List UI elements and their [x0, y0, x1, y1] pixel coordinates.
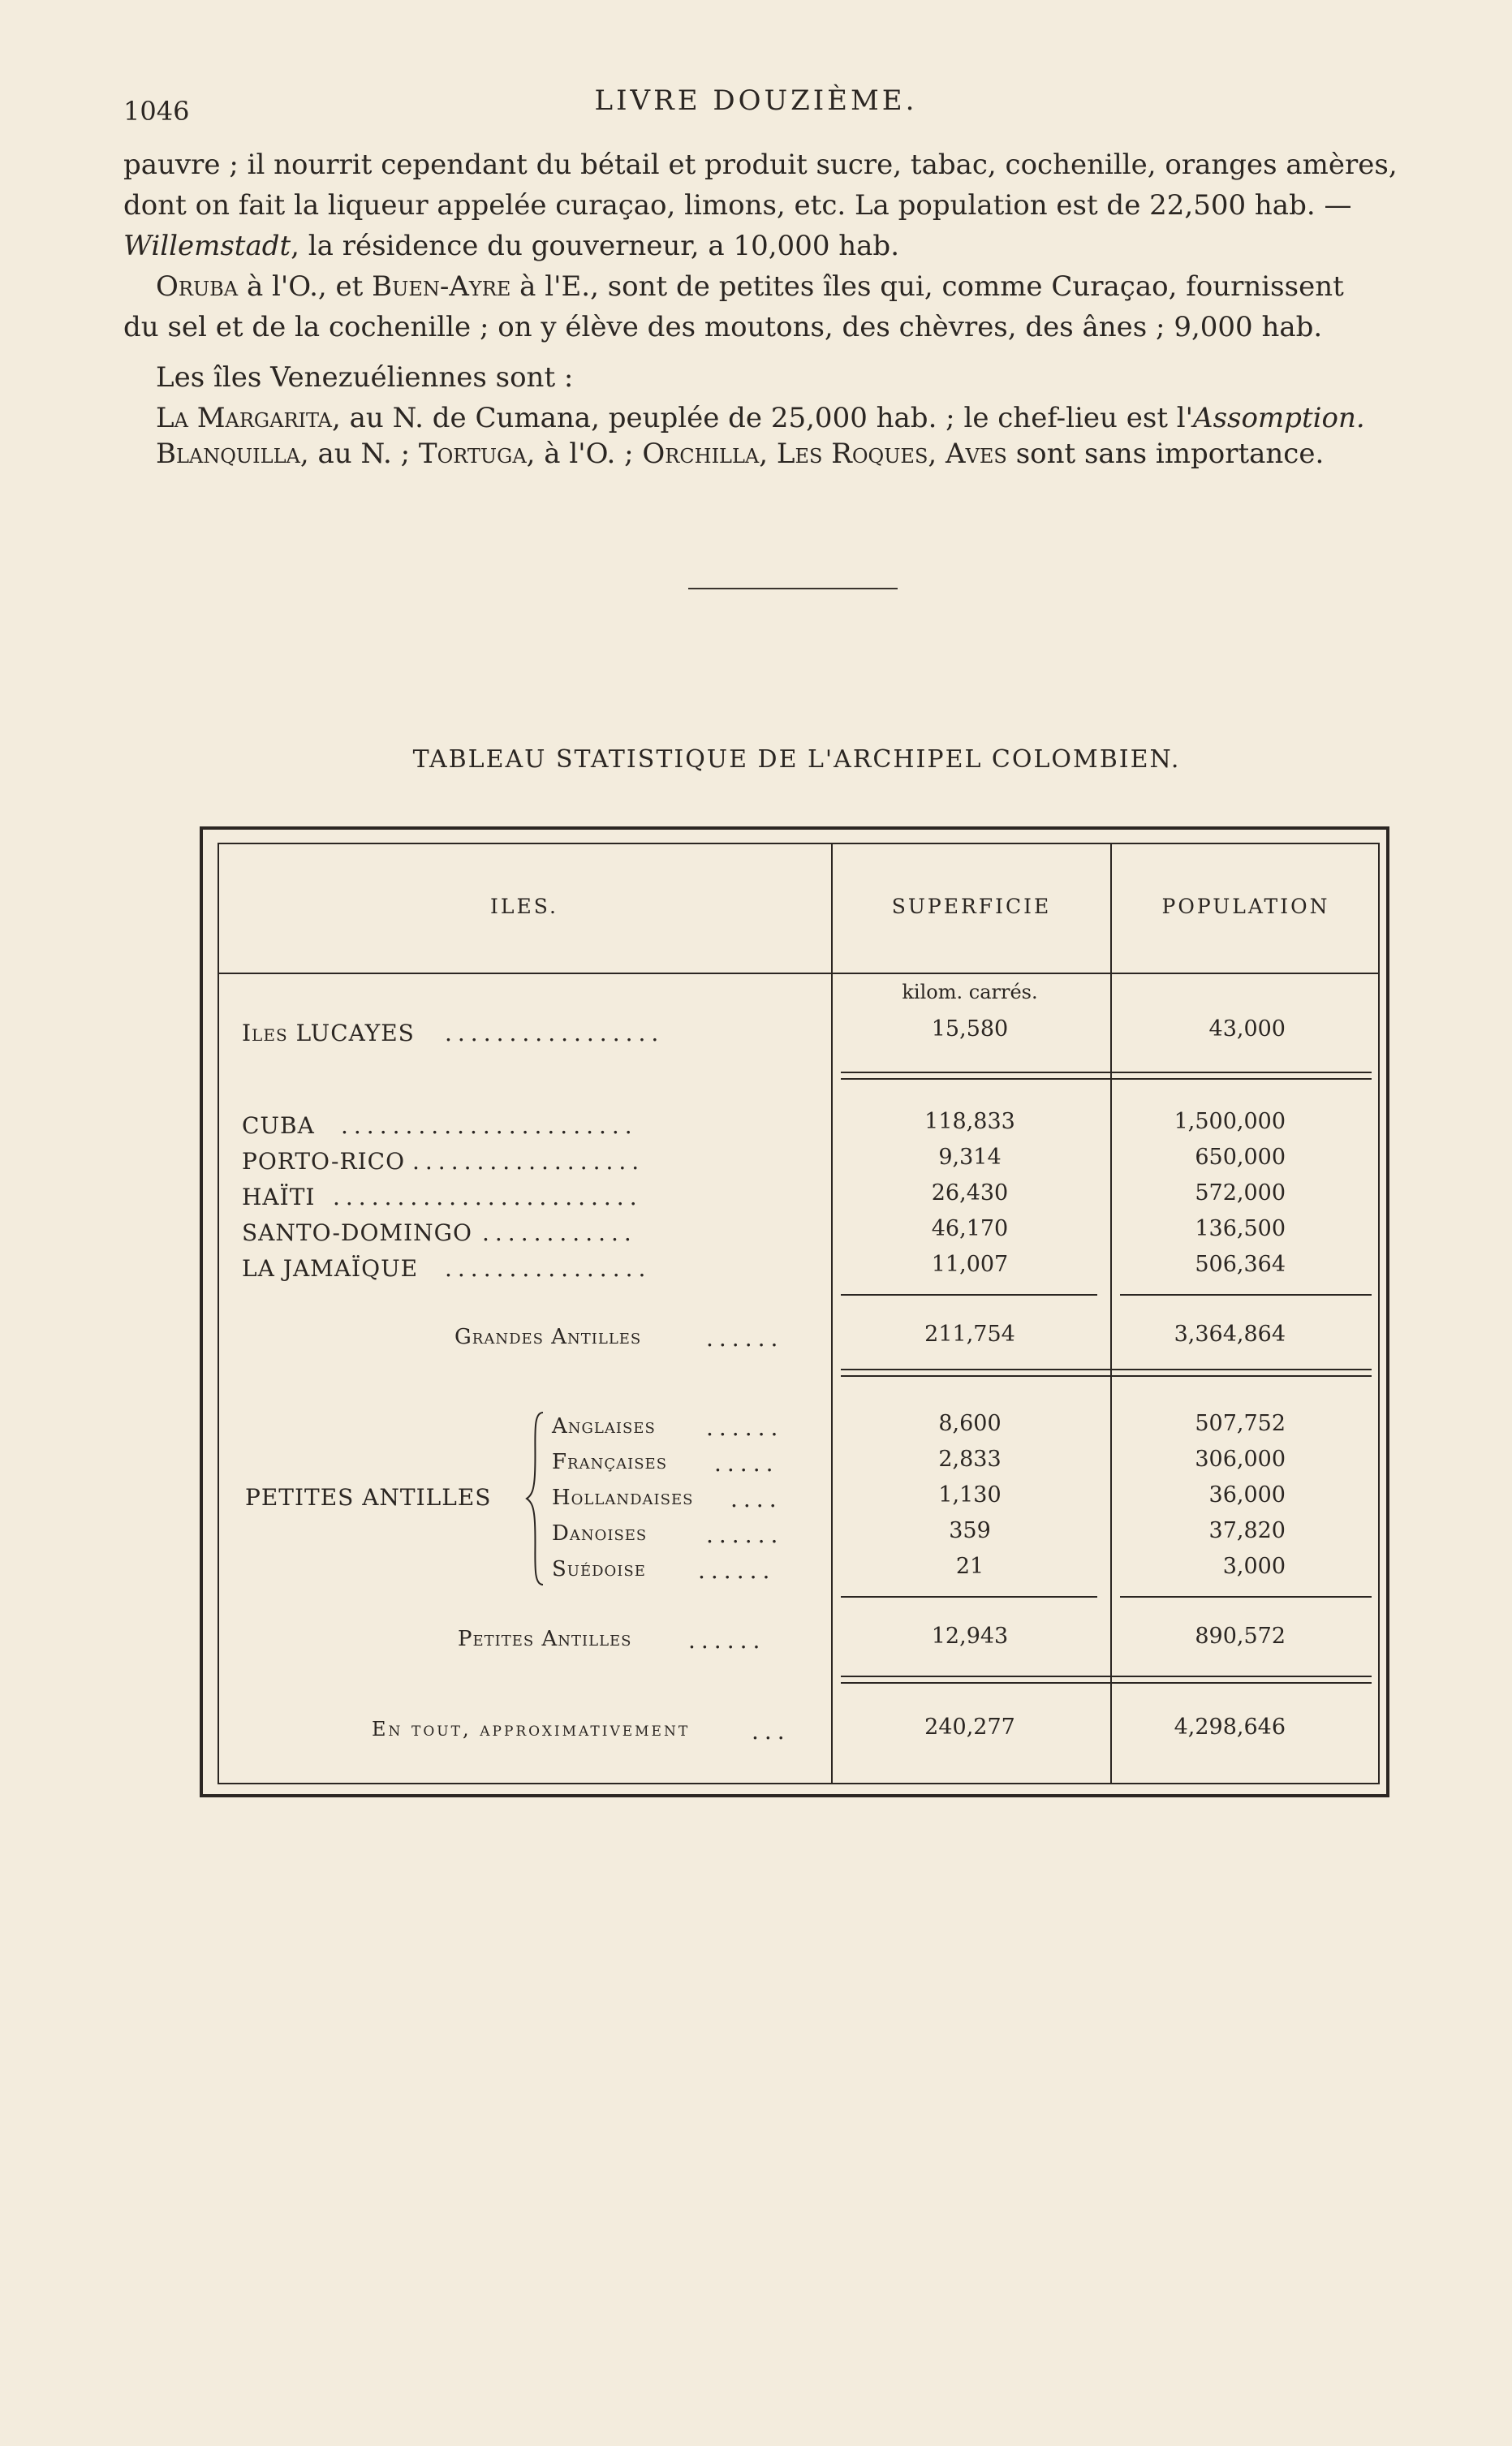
- header-superficie: SUPERFICIE: [891, 895, 1052, 918]
- row-rule: [1120, 1294, 1372, 1296]
- cuba-superficie: 118,833: [924, 1109, 1015, 1134]
- unit-label: kilom. carrés.: [902, 981, 1038, 1003]
- row-name-cuba: CUBA: [242, 1112, 315, 1139]
- suedoise-population: 3,000: [1222, 1554, 1286, 1579]
- paragraph-line: [123, 434, 1454, 474]
- row-rule: [841, 1375, 1372, 1377]
- paragraph-text: à l'E., sont de petites îles qui, comme Curaçao, fournissent: [510, 270, 1344, 303]
- lucayes-superficie: 15,580: [931, 1016, 1009, 1042]
- grand-total-label: En tout, approximativement: [372, 1718, 691, 1741]
- header-iles: ILES.: [490, 895, 558, 918]
- row-lucayes: [242, 1020, 415, 1046]
- paragraph-text: ,: [928, 438, 946, 470]
- leader-dots: ......: [706, 1521, 784, 1548]
- lucayes-name: LUCAYES: [295, 1020, 415, 1046]
- leader-dots: ..................: [412, 1148, 645, 1175]
- petites-antilles-total-label: Petites Antilles: [458, 1627, 632, 1651]
- row-name-santo-domingo: SANTO-DOMINGO: [242, 1219, 472, 1246]
- leader-dots: ......: [698, 1557, 776, 1584]
- row-name-la-jamaique: LA JAMAÏQUE: [242, 1255, 419, 1282]
- hollandaises-superficie: 1,130: [938, 1482, 1002, 1508]
- column-divider: [831, 843, 833, 1784]
- blanquilla-name: Blanquilla: [156, 438, 300, 470]
- table-title: TABLEAU STATISTIQUE DE L'ARCHIPEL COLOMBIEN.: [412, 745, 1181, 774]
- paragraph-text: ,: [759, 438, 777, 470]
- willemstadt-name: Willemstadt: [123, 230, 291, 262]
- roques-name: Les Roques: [776, 438, 928, 470]
- row-rule: [841, 1072, 1372, 1073]
- tortuga-name: Tortuga: [418, 438, 527, 470]
- santo-domingo-population: 136,500: [1195, 1216, 1286, 1241]
- row-name-porto-rico: PORTO-RICO: [242, 1148, 406, 1175]
- lucayes-population: 43,000: [1208, 1016, 1286, 1042]
- row-name-anglaises: Anglaises: [552, 1414, 656, 1439]
- grand-total-population: 4,298,646: [1174, 1715, 1286, 1740]
- petites-antilles-group-label: PETITES ANTILLES: [245, 1484, 492, 1511]
- row-name-danoises: Danoises: [552, 1521, 648, 1546]
- row-rule: [841, 1676, 1372, 1677]
- leader-dots: ......: [706, 1325, 784, 1352]
- buen-ayre-name: Buen-Ayre: [372, 270, 511, 303]
- row-name-francaises: Françaises: [552, 1450, 668, 1474]
- header-rule: [218, 973, 1380, 974]
- brace-icon: [523, 1409, 548, 1588]
- grand-total-superficie: 240,277: [924, 1715, 1015, 1740]
- paragraph-line: [123, 266, 1454, 307]
- anglaises-superficie: 8,600: [938, 1411, 1002, 1436]
- row-name-suedoise: Suédoise: [552, 1557, 646, 1581]
- running-head: LIVRE DOUZIÈME.: [594, 84, 918, 117]
- row-rule: [841, 1682, 1372, 1684]
- haiti-population: 572,000: [1195, 1180, 1286, 1206]
- grandes-antilles-total-label: Grandes Antilles: [454, 1325, 642, 1349]
- la-jamaique-population: 506,364: [1195, 1252, 1286, 1277]
- paragraph-text: à l'O., et: [238, 270, 373, 303]
- petites-antilles-superficie: 12,943: [931, 1624, 1009, 1649]
- leader-dots: ................: [445, 1255, 652, 1282]
- row-rule: [841, 1596, 1097, 1598]
- francaises-superficie: 2,833: [938, 1447, 1002, 1472]
- row-name-hollandaises: Hollandaises: [552, 1486, 694, 1510]
- la-jamaique-superficie: 11,007: [931, 1252, 1009, 1277]
- paragraph-line: [123, 226, 1454, 266]
- paragraph-line: [123, 398, 1454, 438]
- paragraph-text: , la résidence du gouverneur, a 10,000 hab.: [291, 230, 899, 262]
- leader-dots: ......: [688, 1627, 766, 1654]
- assomption-name: Assomption.: [1193, 402, 1365, 434]
- aves-name: Aves: [946, 438, 1007, 470]
- row-rule: [841, 1294, 1097, 1296]
- margarita-name: La Margarita: [156, 402, 333, 434]
- header-population: POPULATION: [1161, 895, 1330, 918]
- santo-domingo-superficie: 46,170: [931, 1216, 1009, 1241]
- leader-dots: .................: [445, 1020, 665, 1046]
- danoises-population: 37,820: [1208, 1518, 1286, 1543]
- paragraph-text: , au N. de Cumana, peuplée de 25,000 hab. ; le chef-lieu est l': [332, 402, 1194, 434]
- anglaises-population: 507,752: [1195, 1411, 1286, 1436]
- page-number: 1046: [123, 96, 190, 127]
- leader-dots: ...: [752, 1718, 790, 1745]
- leader-dots: ....: [730, 1486, 782, 1512]
- grandes-antilles-superficie: 211,754: [924, 1322, 1015, 1347]
- porto-rico-population: 650,000: [1195, 1145, 1286, 1170]
- suedoise-superficie: 21: [955, 1554, 984, 1579]
- column-divider: [1110, 843, 1112, 1784]
- leader-dots: ............: [482, 1219, 637, 1246]
- paragraph-text: sont sans importance.: [1006, 438, 1325, 470]
- paragraph-line: du sel et de la cochenille ; on y élève des moutons, des chèvres, des ânes ; 9,000 hab.: [123, 311, 1323, 343]
- haiti-superficie: 26,430: [931, 1180, 1009, 1206]
- section-divider: [688, 588, 898, 589]
- leader-dots: .....: [714, 1450, 779, 1477]
- leader-dots: ......: [706, 1414, 784, 1441]
- leader-dots: ........................: [333, 1184, 643, 1210]
- francaises-population: 306,000: [1195, 1447, 1286, 1472]
- hollandaises-population: 36,000: [1208, 1482, 1286, 1508]
- lucayes-prefix: Iles: [242, 1020, 288, 1046]
- paragraph-text: , à l'O. ;: [526, 438, 643, 470]
- row-rule: [1120, 1596, 1372, 1598]
- porto-rico-superficie: 9,314: [938, 1145, 1002, 1170]
- paragraph-line: dont on fait la liqueur appelée curaçao, limons, etc. La population est de 22,500 hab. —: [123, 189, 1352, 222]
- paragraph-line: pauvre ; il nourrit cependant du bétail et produit sucre, tabac, cochenille, oranges amères,: [123, 149, 1398, 181]
- row-rule: [841, 1078, 1372, 1080]
- row-name-haiti: HAÏTI: [242, 1184, 316, 1210]
- row-rule: [841, 1369, 1372, 1370]
- paragraph-line: Les îles Venezuéliennes sont :: [156, 361, 574, 394]
- cuba-population: 1,500,000: [1174, 1109, 1286, 1134]
- danoises-superficie: 359: [949, 1518, 991, 1543]
- oruba-name: Oruba: [156, 270, 239, 303]
- orchilla-name: Orchilla: [642, 438, 760, 470]
- leader-dots: .......................: [341, 1112, 638, 1139]
- petites-antilles-population: 890,572: [1195, 1624, 1286, 1649]
- paragraph-text: , au N. ;: [299, 438, 419, 470]
- grandes-antilles-population: 3,364,864: [1174, 1322, 1286, 1347]
